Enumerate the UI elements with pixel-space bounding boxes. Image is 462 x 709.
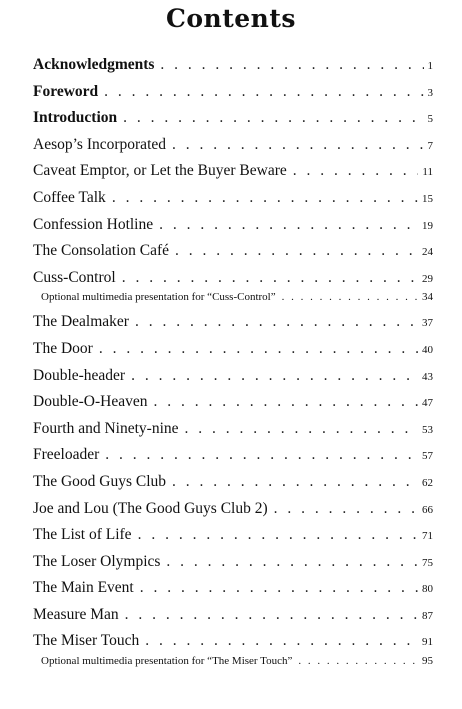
toc-entry-title: Optional multimedia presentation for “Cuss-Control” [41, 291, 276, 304]
toc-entry [33, 522, 433, 549]
toc-entry-title: Double-O-Heaven [33, 393, 148, 411]
toc-entry-title: Measure Man [33, 605, 119, 623]
toc-entry-title: The Dealmaker [33, 313, 129, 331]
toc-entry [33, 185, 433, 212]
toc-entry [33, 52, 433, 79]
dot-leader [135, 309, 418, 336]
toc-entry [33, 105, 433, 132]
toc-entry-page-number: 24 [422, 246, 433, 259]
dot-leader [298, 651, 418, 671]
toc-entry-page-number: 75 [422, 556, 433, 569]
dot-leader [138, 522, 418, 549]
dot-leader [166, 549, 418, 576]
toc-entry [33, 469, 433, 496]
toc-entry-title: Confession Hotline [33, 215, 154, 233]
toc-entry-title: Joe and Lou (The Good Guys Club 2) [33, 499, 268, 517]
toc-entry-page-number: 19 [422, 219, 433, 232]
dot-leader [172, 469, 418, 496]
toc-entry [33, 549, 433, 576]
dot-leader [293, 158, 419, 185]
toc-entry [33, 575, 433, 602]
toc-entry [33, 496, 433, 523]
toc-entry-title: Acknowledgments [33, 56, 155, 73]
dot-leader [123, 105, 423, 132]
toc-entry-title: The Miser Touch [33, 632, 140, 650]
toc-entry [33, 336, 433, 363]
toc-entry-page-number: 40 [422, 343, 433, 356]
toc-entry-page-number: 34 [422, 291, 433, 304]
toc-entry-title: Fourth and Ninety-nine [33, 419, 179, 437]
dot-leader [274, 496, 418, 523]
dot-leader [105, 442, 418, 469]
toc-entry [33, 238, 433, 265]
dot-leader [125, 602, 418, 629]
toc-entry-title: The Main Event [33, 579, 134, 597]
toc-entry-page-number: 1 [427, 60, 433, 72]
toc-entry-title: Caveat Emptor, or Let the Buyer Beware [33, 162, 287, 180]
toc-entry-page-number: 95 [422, 655, 433, 668]
toc-entry-page-number: 57 [422, 450, 433, 463]
toc-entry-title: Introduction [33, 109, 118, 127]
dot-leader [282, 287, 418, 307]
toc-entry-title: Optional multimedia presentation for “The Miser Touch” [41, 655, 293, 668]
toc-entry [33, 309, 433, 336]
toc-entry-title: Cuss-Control [33, 268, 116, 286]
toc-entry-page-number: 66 [422, 503, 433, 516]
dot-leader [131, 363, 418, 390]
toc-entry [33, 442, 433, 469]
dot-leader [159, 212, 418, 239]
toc-entry [33, 602, 433, 629]
toc-entry-page-number: 53 [422, 423, 433, 436]
toc-entry-page-number: 37 [422, 317, 433, 330]
toc-entry-page-number: 15 [422, 192, 433, 205]
dot-leader [112, 185, 418, 212]
toc-entry [33, 651, 433, 673]
toc-entry-page-number: 47 [422, 397, 433, 410]
dot-leader [185, 416, 418, 443]
dot-leader [172, 132, 424, 159]
dot-leader [99, 336, 418, 363]
toc-entry-title: Aesop’s Incorporated [33, 135, 166, 153]
toc-entry-page-number: 7 [427, 139, 433, 152]
toc-entry-title: The Door [33, 339, 93, 357]
toc-entry-title: Double-header [33, 366, 126, 384]
toc-entry-title: The List of Life [33, 526, 132, 544]
toc-entry-page-number: 3 [427, 86, 433, 99]
toc-entry-title: The Loser Olympics [33, 552, 161, 570]
toc-entry-page-number: 5 [427, 113, 433, 126]
toc-entry-title: The Consolation Café [33, 242, 170, 260]
page-title: Contents [165, 4, 296, 33]
toc-entry-title: The Good Guys Club [33, 472, 167, 490]
toc-entry-page-number: 80 [422, 583, 433, 596]
dot-leader [160, 52, 423, 79]
toc-entry-page-number: 29 [422, 272, 433, 285]
toc-entry [33, 287, 433, 309]
toc-entry-page-number: 91 [422, 636, 433, 649]
dot-leader [175, 238, 418, 265]
toc-entry [33, 79, 433, 106]
dot-leader [140, 575, 418, 602]
toc-entry [33, 212, 433, 239]
toc-entry-title: Foreword [33, 82, 99, 100]
toc-entry [33, 416, 433, 443]
toc-entry-page-number: 87 [422, 609, 433, 622]
toc-entry-page-number: 43 [422, 370, 433, 383]
toc-entry-page-number: 11 [422, 166, 433, 179]
toc-entry-title: Coffee Talk [33, 188, 106, 206]
dot-leader [153, 389, 418, 416]
toc-list [33, 52, 433, 673]
toc-entry [33, 389, 433, 416]
toc-entry-page-number: 62 [422, 476, 433, 489]
toc-entry [33, 158, 433, 185]
toc-entry-page-number: 71 [422, 530, 433, 543]
toc-entry [33, 132, 433, 159]
toc-entry-title: Freeloader [33, 446, 100, 464]
toc-entry [33, 363, 433, 390]
dot-leader [104, 79, 423, 106]
